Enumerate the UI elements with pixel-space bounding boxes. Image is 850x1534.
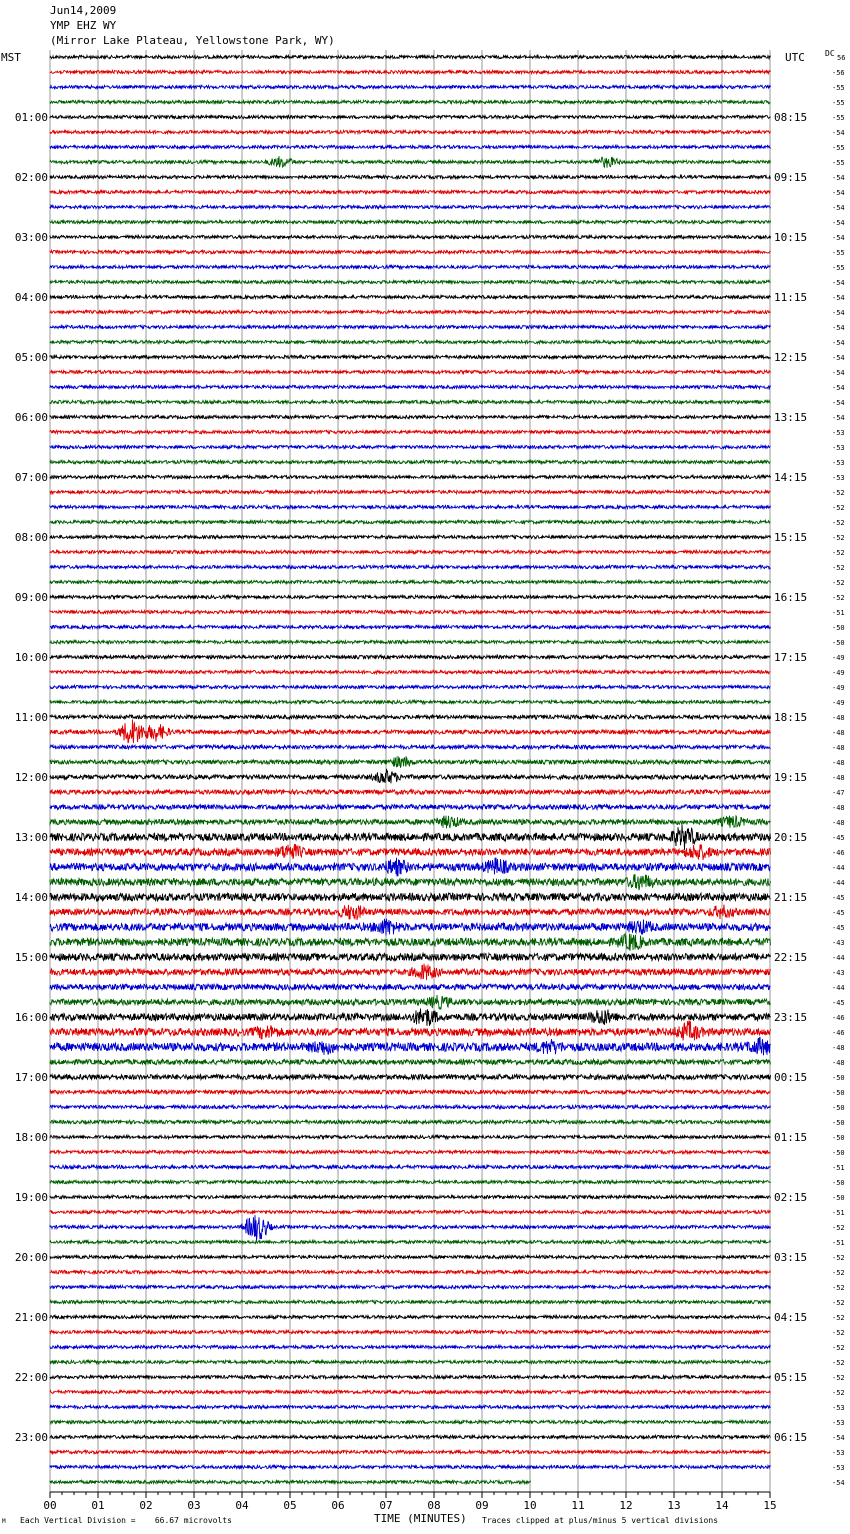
dc-offset-label: -51 <box>832 1239 845 1247</box>
dc-offset-label: -51 <box>832 609 845 617</box>
left-hour-label: 14:00 <box>14 891 48 904</box>
x-tick-label: 13 <box>667 1499 681 1512</box>
dc-offset-label: -44 <box>832 879 845 887</box>
dc-offset-label: -54 <box>832 294 845 302</box>
dc-offset-label: -52 <box>832 504 845 512</box>
right-hour-label: 17:15 <box>774 651 808 664</box>
dc-offset-label: -50 <box>832 639 845 647</box>
right-hour-label: 22:15 <box>774 951 808 964</box>
clip-note: Traces clipped at plus/minus 5 vertical divisions <box>482 1516 719 1525</box>
right-hour-label: 04:15 <box>774 1311 808 1324</box>
right-hour-label: 00:15 <box>774 1071 808 1084</box>
seismic-trace <box>50 1165 771 1169</box>
x-tick-label: 09 <box>475 1499 489 1512</box>
x-tick-label: 02 <box>139 1499 153 1512</box>
dc-offset-label: -52 <box>832 1314 845 1322</box>
dc-offset-label: -54 <box>832 309 845 317</box>
seismic-trace <box>50 490 771 493</box>
seismic-trace <box>50 1215 771 1241</box>
x-tick-label: 10 <box>523 1499 537 1512</box>
footer-mark: M <box>2 1518 6 1525</box>
right-timezone-label: UTC <box>785 51 805 64</box>
dc-offset-label: -54 <box>832 279 845 287</box>
seismic-trace <box>50 953 771 960</box>
dc-offset-label: -52 <box>832 1299 845 1307</box>
dc-offset-label: -51 <box>832 1209 845 1217</box>
right-hour-label: 21:15 <box>774 891 808 904</box>
dc-offset-label: -44 <box>832 984 845 992</box>
dc-offset-label: -53 <box>832 1464 845 1472</box>
seismic-trace <box>50 1120 771 1124</box>
dc-offset-label: -53 <box>832 1419 845 1427</box>
vertical-scale-note: Each Vertical Division = 66.67 microvolts <box>20 1516 232 1525</box>
seismic-trace <box>50 156 771 168</box>
left-hour-label: 05:00 <box>14 351 48 364</box>
seismic-trace <box>50 550 771 553</box>
seismic-trace <box>50 1150 771 1153</box>
dc-label: DC <box>825 49 835 58</box>
seismic-trace <box>50 175 771 178</box>
seismic-trace <box>50 1345 771 1348</box>
dc-offset-label: -50 <box>832 1104 845 1112</box>
seismic-trace <box>50 1059 771 1064</box>
dc-offset-label: -52 <box>832 1344 845 1352</box>
dc-offset-label: -54 <box>832 384 845 392</box>
dc-offset-label: -50 <box>832 1179 845 1187</box>
dc-offset-label: -54 <box>832 129 845 137</box>
seismic-trace <box>50 535 771 538</box>
seismic-trace <box>50 685 771 688</box>
dc-offset-label: -54 <box>832 174 845 182</box>
dc-offset-label: -54 <box>832 369 845 377</box>
seismic-trace <box>50 1360 771 1363</box>
seismic-trace <box>50 1180 771 1183</box>
seismic-trace <box>50 595 771 598</box>
seismic-trace <box>50 1090 771 1094</box>
dc-offset-label: -48 <box>832 744 845 752</box>
dc-offset-label: -48 <box>832 804 845 812</box>
seismic-trace <box>50 220 771 223</box>
dc-offset-label: -54 <box>832 414 845 422</box>
left-hour-label: 18:00 <box>14 1131 48 1144</box>
seismic-trace <box>50 1285 771 1288</box>
seismic-trace <box>50 400 771 403</box>
dc-offset-label: -49 <box>832 669 845 677</box>
right-hour-label: 15:15 <box>774 531 808 544</box>
left-hour-label: 07:00 <box>14 471 48 484</box>
dc-offset-label: -52 <box>832 549 845 557</box>
seismic-trace <box>50 205 771 208</box>
dc-offset-label: -55 <box>832 144 845 152</box>
seismic-trace <box>50 1021 771 1041</box>
dc-offset-label: -52 <box>832 1269 845 1277</box>
dc-offset-label: -49 <box>832 699 845 707</box>
dc-offset-label: 56 <box>837 54 846 62</box>
right-hour-label: 18:15 <box>774 711 808 724</box>
seismic-trace <box>50 1375 771 1378</box>
dc-offset-label: -52 <box>832 1374 845 1382</box>
seismic-trace <box>50 70 771 73</box>
seismic-trace <box>50 430 771 433</box>
x-axis-label: TIME (MINUTES) <box>374 1512 467 1525</box>
x-tick-label: 14 <box>715 1499 729 1512</box>
right-hour-label: 19:15 <box>774 771 808 784</box>
seismic-trace <box>50 844 771 860</box>
seismic-trace <box>50 1435 771 1438</box>
right-hour-label: 06:15 <box>774 1431 808 1444</box>
dc-offset-label: -43 <box>832 969 845 977</box>
seismic-trace <box>50 295 771 298</box>
seismic-trace <box>50 1465 771 1468</box>
dc-offset-label: -55 <box>832 114 845 122</box>
dc-offset-label: -44 <box>832 864 845 872</box>
left-hour-label: 20:00 <box>14 1251 48 1264</box>
left-hour-label: 11:00 <box>14 711 48 724</box>
left-hour-label: 02:00 <box>14 171 48 184</box>
dc-offset-label: -52 <box>832 1254 845 1262</box>
dc-offset-label: -53 <box>832 474 845 482</box>
dc-offset-label: -49 <box>832 654 845 662</box>
seismic-trace <box>50 805 771 810</box>
dc-offset-label: -48 <box>832 774 845 782</box>
dc-offset-label: -52 <box>832 564 845 572</box>
seismic-trace <box>50 1300 771 1303</box>
seismic-trace <box>50 1105 771 1109</box>
dc-offset-label: -44 <box>832 954 845 962</box>
seismic-trace <box>50 700 771 703</box>
seismic-trace <box>50 640 771 643</box>
seismic-trace <box>50 858 771 877</box>
seismic-trace <box>50 1270 771 1273</box>
dc-offset-label: -48 <box>832 1059 845 1067</box>
seismic-trace <box>50 1195 771 1198</box>
dc-offset-label: -55 <box>832 264 845 272</box>
left-hour-label: 04:00 <box>14 291 48 304</box>
left-hour-label: 22:00 <box>14 1371 48 1384</box>
dc-offset-label: -55 <box>832 84 845 92</box>
right-hour-label: 11:15 <box>774 291 808 304</box>
right-hour-label: 12:15 <box>774 351 808 364</box>
right-hour-label: 23:15 <box>774 1011 808 1024</box>
seismic-trace <box>50 720 771 744</box>
seismic-trace <box>50 1135 771 1138</box>
dc-offset-label: -52 <box>832 594 845 602</box>
seismic-trace <box>50 670 771 673</box>
seismic-trace <box>50 1074 771 1079</box>
seismic-trace <box>50 995 771 1009</box>
seismic-trace <box>50 1037 771 1055</box>
dc-offset-label: -52 <box>832 1329 845 1337</box>
dc-offset-label: -46 <box>832 1029 845 1037</box>
left-hour-label: 13:00 <box>14 831 48 844</box>
x-tick-label: 00 <box>43 1499 57 1512</box>
right-hour-label: 20:15 <box>774 831 808 844</box>
seismic-trace <box>50 769 771 784</box>
dc-offset-label: -52 <box>832 579 845 587</box>
seismic-trace <box>50 280 771 283</box>
seismic-trace <box>50 370 771 373</box>
dc-offset-label: -54 <box>832 1479 845 1487</box>
dc-offset-label: -43 <box>832 939 845 947</box>
dc-offset-label: -53 <box>832 459 845 467</box>
dc-offset-label: -45 <box>832 999 845 1007</box>
seismic-trace <box>50 100 771 103</box>
dc-offset-label: -54 <box>832 324 845 332</box>
x-tick-label: 11 <box>571 1499 585 1512</box>
seismic-trace <box>50 1210 771 1213</box>
dc-offset-label: -50 <box>832 1194 845 1202</box>
dc-offset-label: -56 <box>832 69 845 77</box>
dc-offset-label: -55 <box>832 159 845 167</box>
seismic-trace <box>50 905 771 920</box>
trace-group <box>50 55 771 1483</box>
seismic-trace <box>50 1405 771 1408</box>
left-hour-label: 21:00 <box>14 1311 48 1324</box>
right-hour-label: 01:15 <box>774 1131 808 1144</box>
left-hour-label: 10:00 <box>14 651 48 664</box>
seismic-trace <box>50 415 771 418</box>
left-hour-label: 19:00 <box>14 1191 48 1204</box>
seismic-trace <box>50 655 771 659</box>
x-tick-label: 07 <box>379 1499 393 1512</box>
seismic-trace <box>50 625 771 628</box>
seismic-trace <box>50 250 771 253</box>
x-tick-label: 06 <box>331 1499 345 1512</box>
station-code: YMP EHZ WY <box>50 19 117 32</box>
left-hour-label: 03:00 <box>14 231 48 244</box>
dc-offset-label: -53 <box>832 444 845 452</box>
seismic-trace <box>50 1420 771 1423</box>
chart-date: Jun14,2009 <box>50 4 117 17</box>
dc-offset-label: -52 <box>832 1359 845 1367</box>
seismic-trace <box>50 85 771 88</box>
dc-offset-label: -46 <box>832 849 845 857</box>
seismic-trace <box>50 610 771 613</box>
seismic-trace <box>50 265 771 268</box>
seismic-trace <box>50 130 771 133</box>
x-tick-label: 03 <box>187 1499 201 1512</box>
seismic-trace <box>50 445 771 448</box>
seismic-trace <box>50 893 771 901</box>
seismic-trace <box>50 919 771 936</box>
right-hour-label: 14:15 <box>774 471 808 484</box>
seismic-trace <box>50 565 771 568</box>
seismic-trace <box>50 340 771 343</box>
dc-offset-label: -48 <box>832 1044 845 1052</box>
left-hour-label: 01:00 <box>14 111 48 124</box>
left-hour-label: 23:00 <box>14 1431 48 1444</box>
dc-offset-label: -53 <box>832 1404 845 1412</box>
seismic-trace <box>50 385 771 388</box>
dc-offset-label: -48 <box>832 729 845 737</box>
dc-offset-label: -54 <box>832 1434 845 1442</box>
seismic-trace <box>50 460 771 463</box>
seismic-trace <box>50 984 771 990</box>
seismic-trace <box>50 964 771 981</box>
left-hour-label: 09:00 <box>14 591 48 604</box>
dc-offset-label: -50 <box>832 1089 845 1097</box>
seismic-trace <box>50 715 771 719</box>
dc-offset-label: -55 <box>832 249 845 257</box>
seismic-trace <box>50 325 771 328</box>
seismic-trace <box>50 1009 771 1026</box>
left-hour-label: 12:00 <box>14 771 48 784</box>
seismic-trace <box>50 1390 771 1393</box>
right-hour-label: 03:15 <box>774 1251 808 1264</box>
dc-offset-label: -51 <box>832 1164 845 1172</box>
dc-offset-label: -52 <box>832 534 845 542</box>
seismic-trace <box>50 825 771 850</box>
x-tick-label: 12 <box>619 1499 633 1512</box>
seismic-trace <box>50 1330 771 1333</box>
left-hour-label: 15:00 <box>14 951 48 964</box>
right-hour-label: 05:15 <box>774 1371 808 1384</box>
x-tick-label: 04 <box>235 1499 249 1512</box>
dc-offset-label: -50 <box>832 1134 845 1142</box>
dc-offset-label: -50 <box>832 1149 845 1157</box>
left-hour-label: 06:00 <box>14 411 48 424</box>
dc-offset-label: -50 <box>832 624 845 632</box>
x-tick-label: 15 <box>763 1499 777 1512</box>
seismic-trace <box>50 355 771 358</box>
seismic-trace <box>50 816 771 829</box>
seismic-trace <box>50 745 771 749</box>
dc-offset-label: -54 <box>832 339 845 347</box>
dc-offset-label: -52 <box>832 1224 845 1232</box>
left-hour-label: 17:00 <box>14 1071 48 1084</box>
dc-offset-label: -48 <box>832 714 845 722</box>
seismic-trace <box>50 934 771 951</box>
dc-offset-label: -52 <box>832 489 845 497</box>
seismic-trace <box>50 1255 771 1258</box>
seismic-trace <box>50 580 771 583</box>
seismic-trace <box>50 1450 771 1453</box>
left-hour-label: 08:00 <box>14 531 48 544</box>
seismic-trace <box>50 1315 771 1318</box>
dc-offset-label: -45 <box>832 924 845 932</box>
seismic-trace <box>50 190 771 193</box>
dc-offset-label: -54 <box>832 219 845 227</box>
dc-offset-label: -54 <box>832 234 845 242</box>
seismic-trace <box>50 790 771 794</box>
x-tick-label: 05 <box>283 1499 297 1512</box>
left-hour-label: 16:00 <box>14 1011 48 1024</box>
left-timezone-label: MST <box>1 51 21 64</box>
x-tick-label: 01 <box>91 1499 105 1512</box>
right-hour-label: 10:15 <box>774 231 808 244</box>
right-hour-label: 09:15 <box>774 171 808 184</box>
seismic-trace <box>50 310 771 313</box>
dc-offset-label: -54 <box>832 399 845 407</box>
dc-offset-label: -48 <box>832 819 845 827</box>
dc-offset-label: -52 <box>832 1389 845 1397</box>
dc-offset-label: -45 <box>832 909 845 917</box>
seismic-trace <box>50 145 771 148</box>
seismic-trace <box>50 235 771 238</box>
seismic-trace <box>50 505 771 508</box>
dc-offset-label: -47 <box>832 789 845 797</box>
axis-labels <box>15 54 846 1512</box>
dc-offset-label: -54 <box>832 354 845 362</box>
dc-offset-label: -50 <box>832 1119 845 1127</box>
right-hour-label: 16:15 <box>774 591 808 604</box>
dc-offset-label: -52 <box>832 519 845 527</box>
right-hour-label: 13:15 <box>774 411 808 424</box>
right-hour-label: 02:15 <box>774 1191 808 1204</box>
dc-offset-label: -53 <box>832 429 845 437</box>
right-hour-label: 08:15 <box>774 111 808 124</box>
seismic-trace <box>50 55 771 58</box>
seismic-trace <box>50 115 771 118</box>
dc-offset-label: -55 <box>832 99 845 107</box>
dc-offset-label: -54 <box>832 204 845 212</box>
dc-offset-label: -50 <box>832 1074 845 1082</box>
dc-offset-label: -45 <box>832 894 845 902</box>
dc-offset-label: -54 <box>832 189 845 197</box>
seismic-trace <box>50 1240 771 1243</box>
dc-offset-label: -49 <box>832 684 845 692</box>
dc-offset-label: -53 <box>832 1449 845 1457</box>
station-location: (Mirror Lake Plateau, Yellowstone Park, WY) <box>50 34 335 47</box>
dc-offset-label: -45 <box>832 834 845 842</box>
dc-offset-label: -46 <box>832 1014 845 1022</box>
x-tick-label: 08 <box>427 1499 441 1512</box>
seismic-trace <box>50 475 771 478</box>
seismic-trace <box>50 874 771 890</box>
dc-offset-label: -48 <box>832 759 845 767</box>
seismic-trace <box>50 756 771 768</box>
seismic-trace <box>50 520 771 523</box>
dc-offset-label: -52 <box>832 1284 845 1292</box>
